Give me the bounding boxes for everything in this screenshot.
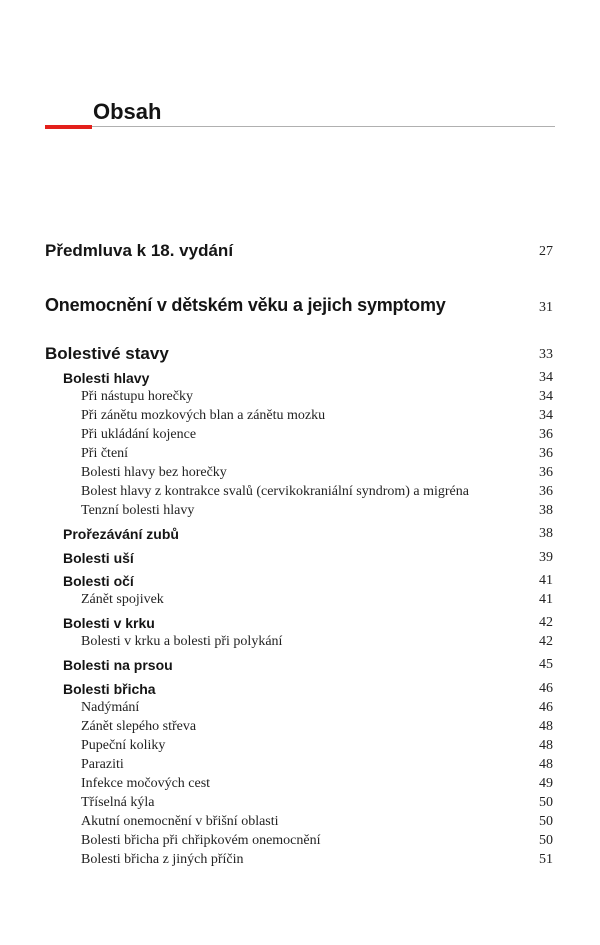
toc-entry-title: Onemocnění v dětském věku a jejich symptomy <box>45 295 446 315</box>
toc-entry-page: 41 <box>539 592 553 607</box>
toc-entry-page: 46 <box>539 700 553 715</box>
toc-entry-page: 34 <box>539 408 553 423</box>
toc-entry-page: 36 <box>539 446 553 461</box>
toc-entry-page: 38 <box>539 503 553 518</box>
toc-entry-page: 46 <box>539 681 553 696</box>
toc-entry-page: 45 <box>539 657 553 672</box>
toc-entry-page: 51 <box>539 852 553 867</box>
toc-entry-title: Bolesti uší <box>63 550 134 566</box>
toc-entry-title: Prořezávání zubů <box>63 526 179 542</box>
toc-entry-title: Bolesti v krku <box>63 615 155 631</box>
toc-entry-page: 36 <box>539 484 553 499</box>
toc-entry-title: Bolesti očí <box>63 573 134 589</box>
toc-entry-page: 33 <box>539 347 553 362</box>
toc-entry-page: 41 <box>539 573 553 588</box>
toc-entry-page: 36 <box>539 427 553 442</box>
toc-entry-page: 27 <box>539 244 553 259</box>
toc-entry-page: 49 <box>539 776 553 791</box>
page-title: Obsah <box>93 99 162 124</box>
toc-entry-page: 38 <box>539 526 553 541</box>
toc-entry-page: 48 <box>539 738 553 753</box>
toc-entry-page: 31 <box>539 300 553 315</box>
toc-entry-page: 48 <box>539 719 553 734</box>
toc-entry-title: Bolesti hlavy <box>63 370 150 386</box>
toc-entry-page: 39 <box>539 550 553 565</box>
toc-entry-title: Bolesti břicha z jiných příčin <box>81 852 244 867</box>
toc-entry-title: Paraziti <box>81 757 124 772</box>
toc-entry-title: Bolesti břicha <box>63 681 156 697</box>
toc-entry-title: Při ukládání kojence <box>81 427 197 442</box>
toc-entry-title: Předmluva k 18. vydání <box>45 241 234 260</box>
toc-entry-page: 42 <box>539 615 553 630</box>
toc-entry-title: Zánět slepého střeva <box>81 719 197 734</box>
toc-entry-title: Infekce močových cest <box>81 776 211 791</box>
toc-entry-title: Zánět spojivek <box>81 592 164 607</box>
toc-entry-title: Bolestivé stavy <box>45 344 169 363</box>
title-accent-bar <box>45 125 92 129</box>
toc-entry-page: 36 <box>539 465 553 480</box>
toc-entry-title: Pupeční koliky <box>81 738 166 753</box>
toc-entry-title: Nadýmání <box>81 700 140 715</box>
title-rule <box>45 126 555 127</box>
toc-entry-title: Bolesti břicha při chřipkovém onemocnění <box>81 833 321 848</box>
toc-entry-title: Bolesti v krku a bolesti při polykání <box>81 634 283 649</box>
toc-entry-page: 50 <box>539 814 553 829</box>
toc-entry-title: Tenzní bolesti hlavy <box>81 503 195 518</box>
toc-entry-title: Bolesti na prsou <box>63 657 173 673</box>
toc-entry-page: 34 <box>539 389 553 404</box>
toc-entry-page: 34 <box>539 370 553 385</box>
toc-entry-page: 42 <box>539 634 553 649</box>
toc-entry-title: Při čtení <box>81 446 129 461</box>
toc-entry-title: Při nástupu horečky <box>81 389 193 404</box>
toc-entry-page: 50 <box>539 795 553 810</box>
toc-entry-page: 48 <box>539 757 553 772</box>
toc-entry-title: Tříselná kýla <box>81 795 155 810</box>
toc-entry-title: Při zánětu mozkových blan a zánětu mozku <box>81 408 326 423</box>
toc-entry-title: Bolesti hlavy bez horečky <box>81 465 227 480</box>
toc-entry-title: Bolest hlavy z kontrakce svalů (cervikokraniální syndrom) a migréna <box>81 484 469 499</box>
toc-entry-page: 50 <box>539 833 553 848</box>
toc-entry-title: Akutní onemocnění v břišní oblasti <box>81 814 279 829</box>
